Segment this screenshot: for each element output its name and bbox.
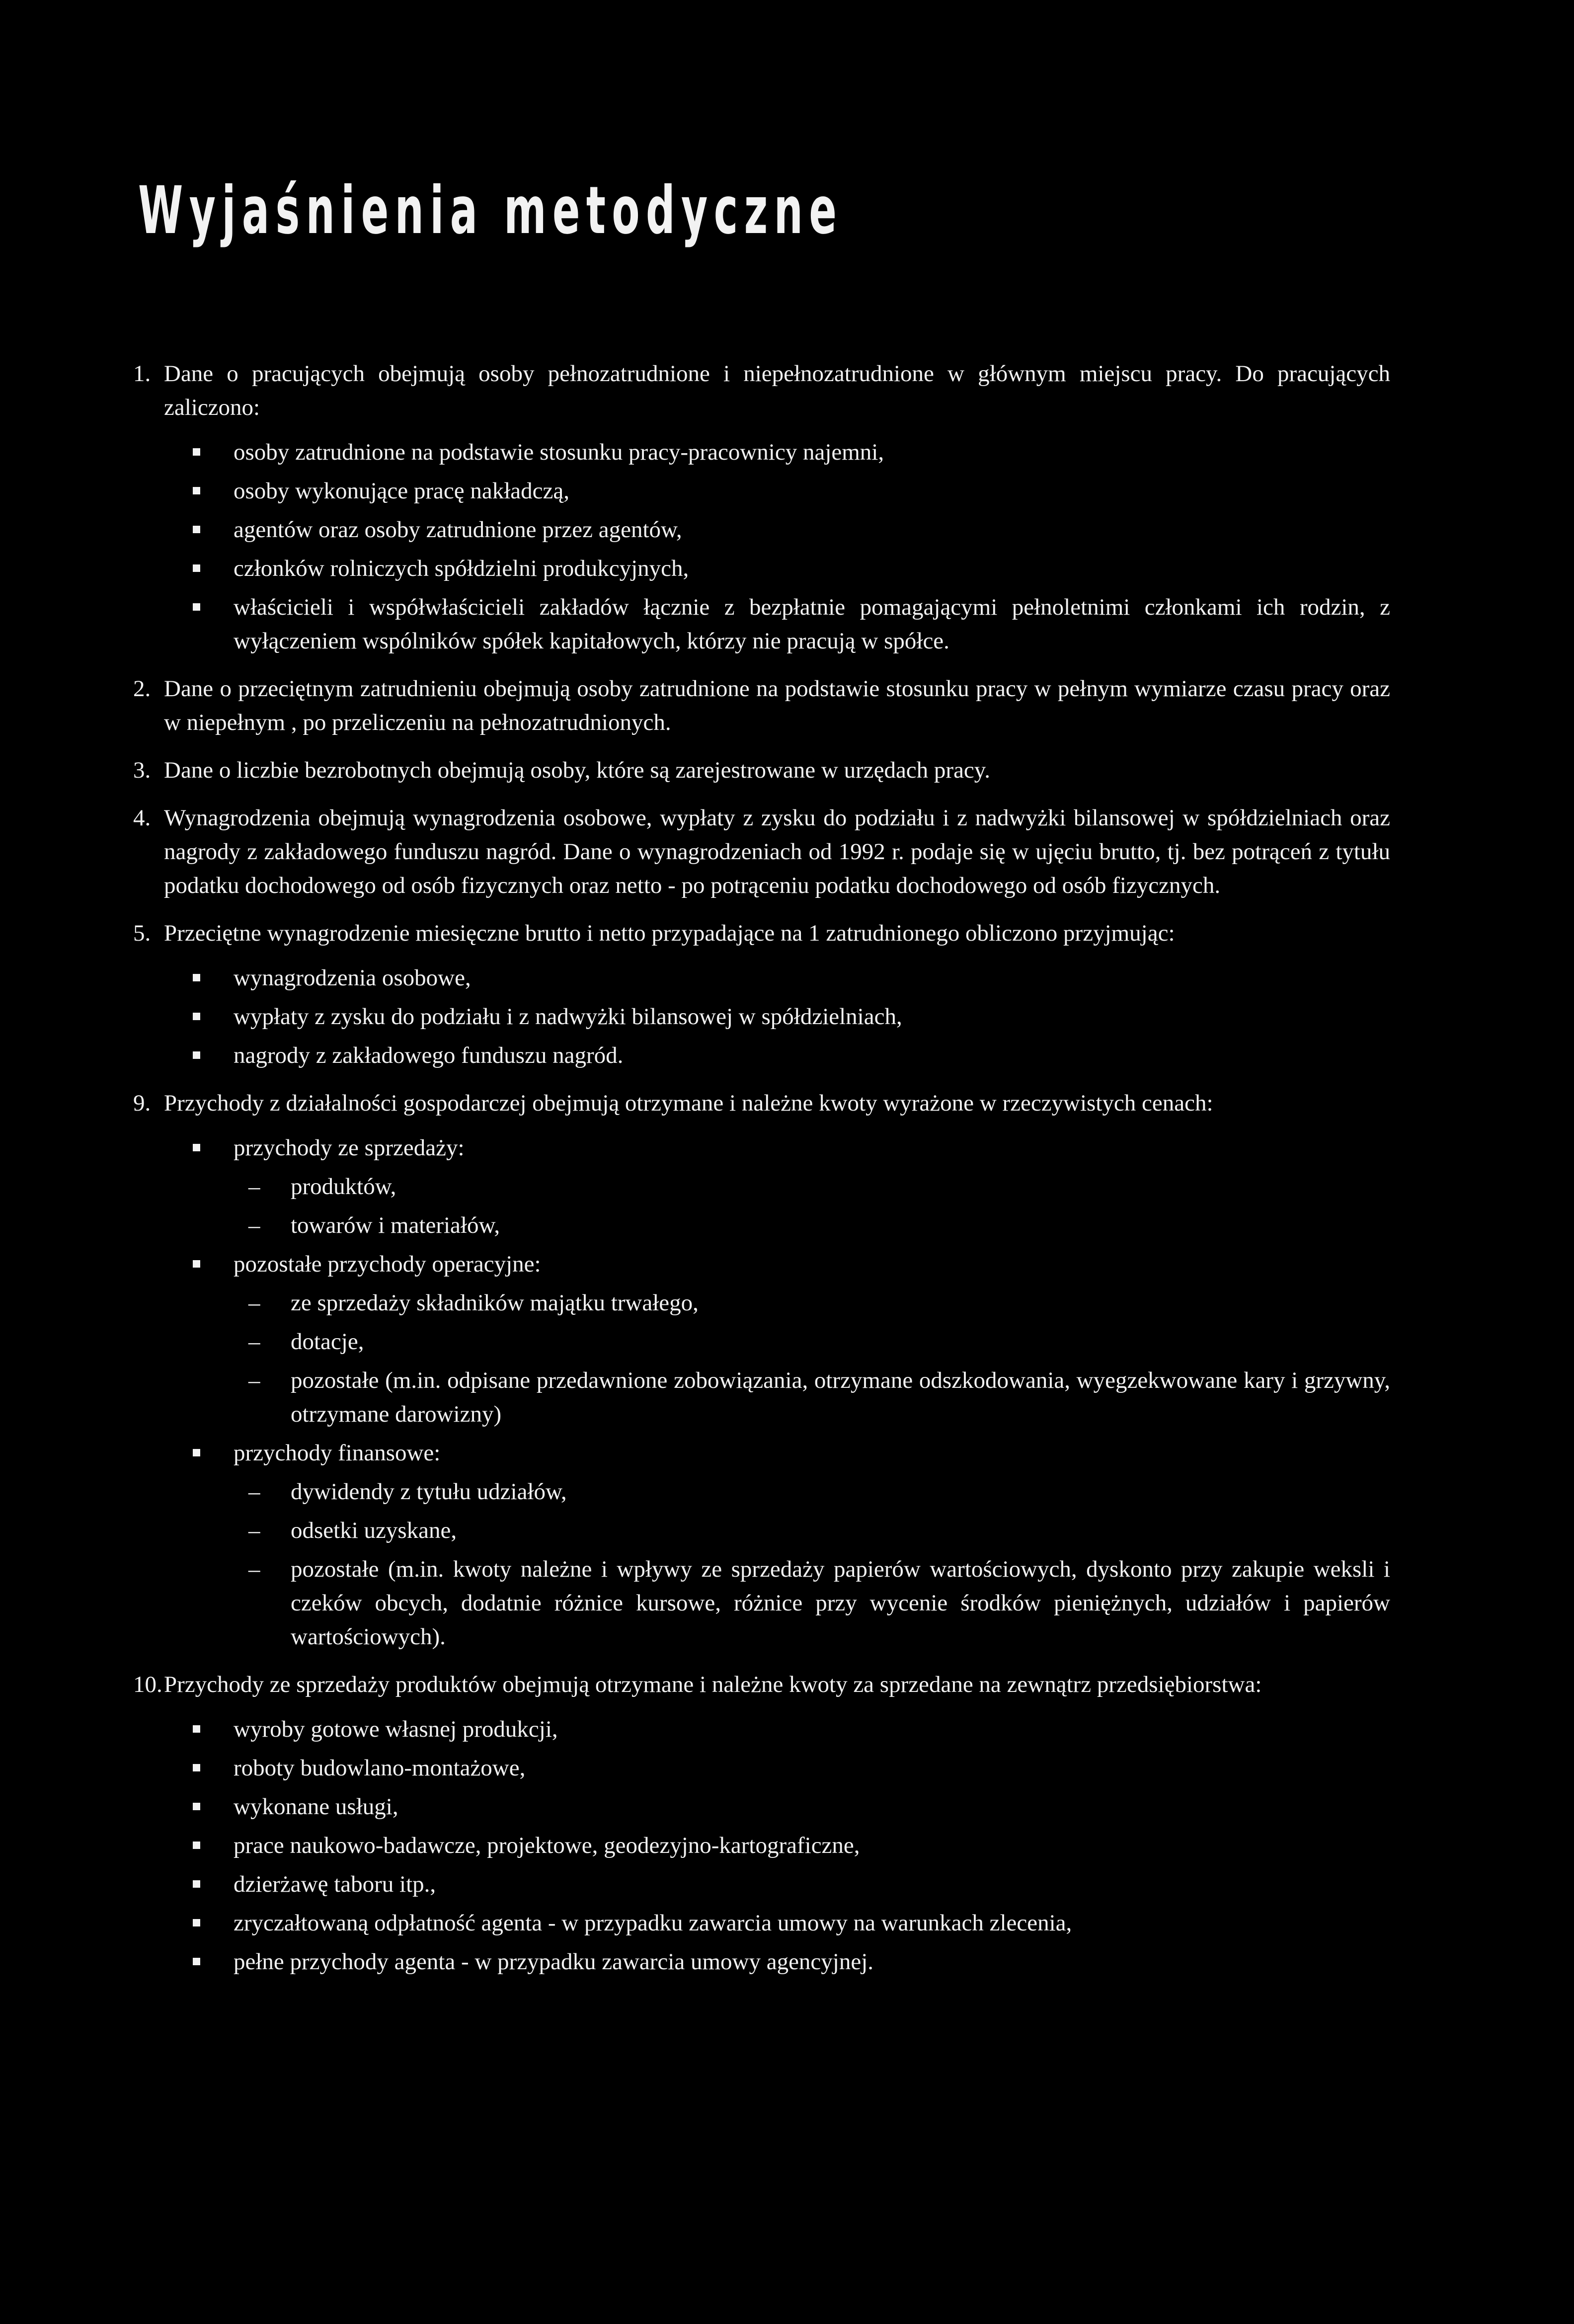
item-text: Dane o przeciętnym zatrudnieniu obejmują osoby zatrudnione na podstawie stosunku pracy w pełnym wymiarze czasu pracy oraz w niepełnym , po przeliczeniu na pełnozatrudnionych. bbox=[164, 676, 1390, 735]
list-item bbox=[164, 552, 1390, 585]
square-bullet-icon bbox=[193, 448, 200, 456]
list-item bbox=[164, 435, 1390, 469]
methodology-content bbox=[133, 357, 1390, 1993]
bullet-list bbox=[164, 435, 1390, 658]
square-bullet-icon bbox=[193, 1803, 200, 1810]
list-item bbox=[164, 1039, 1390, 1072]
sub-list-item-text: odsetki uzyskane, bbox=[291, 1518, 457, 1543]
square-bullet-icon bbox=[193, 1260, 200, 1268]
list-item bbox=[164, 1790, 1390, 1824]
sub-list-item bbox=[234, 1514, 1390, 1547]
list-item-text: prace naukowo-badawcze, projektowe, geodezyjno-kartograficzne, bbox=[234, 1833, 860, 1858]
sub-list-item-text: pozostałe (m.in. odpisane przedawnione zobowiązania, otrzymane odszkodowania, wyegzekwowane kary i grzywny, otrzymane darowizny) bbox=[291, 1367, 1390, 1427]
sub-list-item-text: pozostałe (m.in. kwoty należne i wpływy ze sprzedaży papierów wartościowych, dyskonto przy zakupie weksli i czeków obcych, dodatnie różnice kursowe, różnice przy wycenie środków pieniężnych, udziałów i papierów wartościowych). bbox=[291, 1556, 1390, 1650]
sub-list-item bbox=[234, 1475, 1390, 1509]
list-item-text: członków rolniczych spółdzielni produkcyjnych, bbox=[234, 556, 689, 581]
list-item-text: wynagrodzenia osobowe, bbox=[234, 965, 471, 991]
item-5 bbox=[133, 916, 1390, 1072]
list-item-text: nagrody z zakładowego funduszu nagród. bbox=[234, 1042, 624, 1068]
sub-list-item bbox=[234, 1552, 1390, 1654]
dash-bullet-icon: – bbox=[248, 1329, 260, 1355]
list-item-text: zryczałtowaną odpłatność agenta - w przypadku zawarcia umowy na warunkach zlecenia, bbox=[234, 1910, 1072, 1936]
square-bullet-icon bbox=[193, 564, 200, 572]
sub-list-item-text: dotacje, bbox=[291, 1329, 364, 1355]
item-9 bbox=[133, 1086, 1390, 1654]
list-item bbox=[164, 1906, 1390, 1940]
item-number: 4. bbox=[133, 805, 151, 831]
square-bullet-icon bbox=[193, 1144, 200, 1151]
square-bullet-icon bbox=[193, 1764, 200, 1771]
item-number: 10. bbox=[133, 1672, 162, 1697]
list-item bbox=[164, 474, 1390, 508]
list-item-text: wyroby gotowe własnej produkcji, bbox=[234, 1716, 558, 1742]
item-number: 5. bbox=[133, 920, 151, 946]
square-bullet-icon bbox=[193, 1880, 200, 1888]
list-item bbox=[164, 513, 1390, 547]
bullet-list bbox=[164, 1131, 1390, 1654]
list-item-text: właścicieli i współwłaścicieli zakładów łącznie z bezpłatnie pomagającymi pełnoletnimi członkami ich rodzin, z wyłączeniem wspólników spółek kapitałowych, którzy nie pracują w spółce. bbox=[234, 594, 1390, 654]
item-text: Przychody ze sprzedaży produktów obejmują otrzymane i należne kwoty za sprzedane na zewnątrz przedsiębiorstwa: bbox=[164, 1672, 1262, 1697]
item-2 bbox=[133, 672, 1390, 739]
list-item-text: wypłaty z zysku do podziału i z nadwyżki bilansowej w spółdzielniach, bbox=[234, 1004, 902, 1030]
sub-list-item bbox=[234, 1208, 1390, 1242]
list-item bbox=[164, 1436, 1390, 1654]
list-item-text: roboty budowlano-montażowe, bbox=[234, 1755, 526, 1781]
item-text: Przychody z działalności gospodarczej obejmują otrzymane i należne kwoty wyrażone w rzeczywistych cenach: bbox=[164, 1090, 1213, 1116]
group-label: pozostałe przychody operacyjne: bbox=[234, 1251, 541, 1277]
item-number: 1. bbox=[133, 361, 151, 387]
list-item bbox=[164, 961, 1390, 995]
square-bullet-icon bbox=[193, 1449, 200, 1456]
list-item bbox=[164, 1247, 1390, 1431]
square-bullet-icon bbox=[193, 487, 200, 494]
item-number: 2. bbox=[133, 676, 151, 702]
sub-list-item bbox=[234, 1286, 1390, 1320]
list-item-text: wykonane usługi, bbox=[234, 1794, 398, 1820]
square-bullet-icon bbox=[193, 1013, 200, 1020]
list-item bbox=[164, 1945, 1390, 1979]
dash-list bbox=[234, 1170, 1390, 1242]
group-label: przychody ze sprzedaży: bbox=[234, 1135, 465, 1161]
dash-bullet-icon: – bbox=[248, 1518, 260, 1543]
item-1 bbox=[133, 357, 1390, 658]
list-item bbox=[164, 1867, 1390, 1901]
sub-list-item-text: produktów, bbox=[291, 1174, 396, 1200]
list-item bbox=[164, 1751, 1390, 1785]
item-3 bbox=[133, 753, 1390, 787]
sub-list-item bbox=[234, 1170, 1390, 1203]
sub-list-item-text: towarów i materiałów, bbox=[291, 1212, 500, 1238]
bullet-list bbox=[164, 1712, 1390, 1979]
list-item bbox=[164, 1712, 1390, 1746]
list-item-text: dzierżawę taboru itp., bbox=[234, 1871, 436, 1897]
sub-list-item bbox=[234, 1325, 1390, 1359]
list-item-text: osoby wykonujące pracę nakładczą, bbox=[234, 478, 569, 504]
dash-bullet-icon: – bbox=[248, 1556, 260, 1582]
dash-list bbox=[234, 1475, 1390, 1654]
dash-bullet-icon: – bbox=[248, 1290, 260, 1316]
item-number: 9. bbox=[133, 1090, 151, 1116]
list-item bbox=[164, 1829, 1390, 1862]
dash-bullet-icon: – bbox=[248, 1479, 260, 1505]
item-4 bbox=[133, 801, 1390, 902]
list-item bbox=[164, 1131, 1390, 1242]
list-item bbox=[164, 590, 1390, 658]
square-bullet-icon bbox=[193, 1051, 200, 1059]
item-text: Przeciętne wynagrodzenie miesięczne brutto i netto przypadające na 1 zatrudnionego obliczono przyjmując: bbox=[164, 920, 1175, 946]
page-title: Wyjaśnienia metodyczne bbox=[138, 172, 843, 249]
item-number: 3. bbox=[133, 757, 151, 783]
dash-bullet-icon: – bbox=[248, 1212, 260, 1238]
dash-bullet-icon: – bbox=[248, 1367, 260, 1393]
list-item bbox=[164, 1000, 1390, 1034]
item-10 bbox=[133, 1668, 1390, 1979]
square-bullet-icon bbox=[193, 1919, 200, 1926]
item-text: Dane o pracujących obejmują osoby pełnozatrudnione i niepełnozatrudnione w głównym miejscu pracy. Do pracujących zaliczono: bbox=[164, 361, 1390, 420]
item-text: Dane o liczbie bezrobotnych obejmują osoby, które są zarejestrowane w urzędach pracy. bbox=[164, 757, 990, 783]
sub-list-item-text: dywidendy z tytułu udziałów, bbox=[291, 1479, 567, 1505]
item-text: Wynagrodzenia obejmują wynagrodzenia osobowe, wypłaty z zysku do podziału i z nadwyżki bilansowej w spółdzielniach oraz nagrody z zakładowego funduszu nagród. Dane o wynagrodzeniach od 1992 r. podaje się w ujęciu brutto, tj. bez potrąceń z tytułu podatku dochodowego od osób fizycznych oraz netto - po potrąceniu podatku dochodowego od osób fizycznych. bbox=[164, 805, 1390, 898]
sub-list-item bbox=[234, 1363, 1390, 1431]
square-bullet-icon bbox=[193, 526, 200, 533]
square-bullet-icon bbox=[193, 1842, 200, 1849]
square-bullet-icon bbox=[193, 1725, 200, 1733]
square-bullet-icon bbox=[193, 603, 200, 611]
sub-list-item-text: ze sprzedaży składników majątku trwałego, bbox=[291, 1290, 699, 1316]
square-bullet-icon bbox=[193, 1958, 200, 1965]
list-item-text: osoby zatrudnione na podstawie stosunku pracy-pracownicy najemni, bbox=[234, 439, 884, 465]
list-item-text: pełne przychody agenta - w przypadku zawarcia umowy agencyjnej. bbox=[234, 1949, 874, 1975]
group-label: przychody finansowe: bbox=[234, 1440, 441, 1466]
list-item-text: agentów oraz osoby zatrudnione przez agentów, bbox=[234, 517, 682, 543]
dash-list bbox=[234, 1286, 1390, 1431]
dash-bullet-icon: – bbox=[248, 1174, 260, 1200]
bullet-list bbox=[164, 961, 1390, 1072]
square-bullet-icon bbox=[193, 974, 200, 981]
